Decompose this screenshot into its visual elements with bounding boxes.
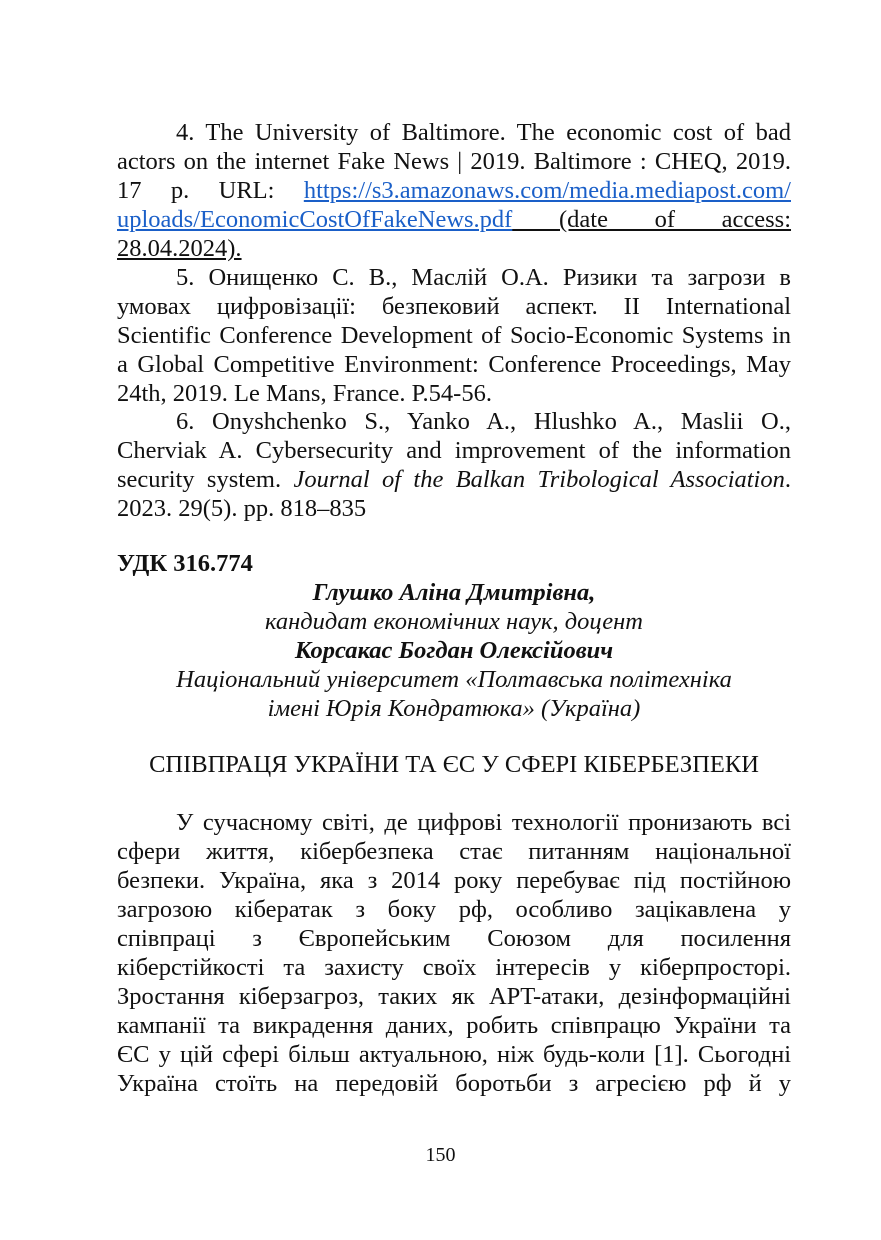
body-line: кампанії та викрадення даних, робить співпрацю України та (117, 1012, 791, 1039)
ref4-url-link-cont[interactable]: uploads/EconomicCostOfFakeNews.pdf (117, 206, 513, 233)
article-header (117, 549, 791, 723)
article-title-block (117, 750, 791, 779)
udk-code: УДК 316.774 (117, 550, 253, 577)
ref4-access-label: (date of access: (558, 206, 792, 233)
ref5-line: Scientific Conference Development of Socio-Economic Systems in (117, 322, 791, 349)
body-line: співпраці з Європейським Союзом для посилення (117, 925, 791, 952)
body-line: безпеки. Україна, яка з 2014 року перебуває під постійною (117, 867, 791, 894)
ref4-pages: 17 p. (117, 177, 190, 204)
body-line: кіберстійкості та захисту своїх інтересів у кіберпросторі. (117, 954, 791, 981)
ref5-line: a Global Competitive Environment: Conference Proceedings, May (117, 351, 791, 378)
body-line: Україна стоїть на передовій боротьби з агресією рф й у (117, 1070, 791, 1097)
ref6-punct: . (784, 466, 791, 493)
body-line: Зростання кіберзагроз, таких як APT-атаки, дезінформаційні (117, 983, 791, 1010)
ref6-line: 6. Onyshchenko S., Yanko A., Hlushko A., Maslii O., (176, 408, 791, 435)
article-body (117, 808, 791, 1098)
affiliation: імені Юрія Кондратюка» (Україна) (267, 695, 641, 722)
ref5-line: 5. Онищенко С. В., Маслій О.А. Ризики та загрози в (176, 264, 791, 291)
author1-name: Глушко Аліна Дмитрівна, (312, 579, 596, 606)
ref4-line: 4. The University of Baltimore. The economic cost of bad (176, 119, 791, 146)
author1-title: кандидат економічних наук, доцент (265, 608, 643, 635)
body-line: загрозою кібератак з боку рф, особливо зацікавлена у (117, 896, 791, 923)
affiliation: Національний університет «Полтавська політехніка (176, 666, 732, 693)
ref5-line: умовах цифровізації: безпековий аспект. II International (117, 293, 791, 320)
page-number: 150 (425, 1144, 456, 1166)
ref6-line: 2023. 29(5). pp. 818–835 (117, 495, 367, 522)
ref6-text: security system. (117, 466, 282, 493)
body-line: ЄС у цій сфері більш актуальною, ніж будь-коли [1]. Сьогодні (117, 1041, 791, 1068)
body-line: сфери життя, кібербезпека стає питанням національної (117, 838, 791, 865)
ref6-journal: Journal of the Balkan Tribological Association (293, 466, 785, 493)
reference-4 (117, 118, 791, 263)
ref4-line: actors on the internet Fake News | 2019. Baltimore : CHEQ, 2019. (117, 148, 791, 175)
article-title: СПІВПРАЦЯ УКРАЇНИ ТА ЄС У СФЕРІ КІБЕРБЕЗПЕКИ (149, 751, 759, 778)
body-line: У сучасному світі, де цифрові технології пронизають всі (176, 809, 791, 836)
ref4-url-label: URL: (218, 177, 275, 204)
author2-name: Корсакас Богдан Олексійович (294, 637, 614, 664)
ref4-url-link[interactable]: https://s3.amazonaws.com/media.mediapost.com/ (303, 177, 791, 204)
reference-6 (117, 407, 791, 523)
reference-5 (117, 263, 791, 408)
ref5-line: 24th, 2019. Le Mans, France. P.54-56. (117, 380, 492, 407)
ref4-access-date: 28.04.2024). (117, 235, 242, 262)
ref6-line: Cherviak A. Cybersecurity and improvement of the information (117, 437, 791, 464)
